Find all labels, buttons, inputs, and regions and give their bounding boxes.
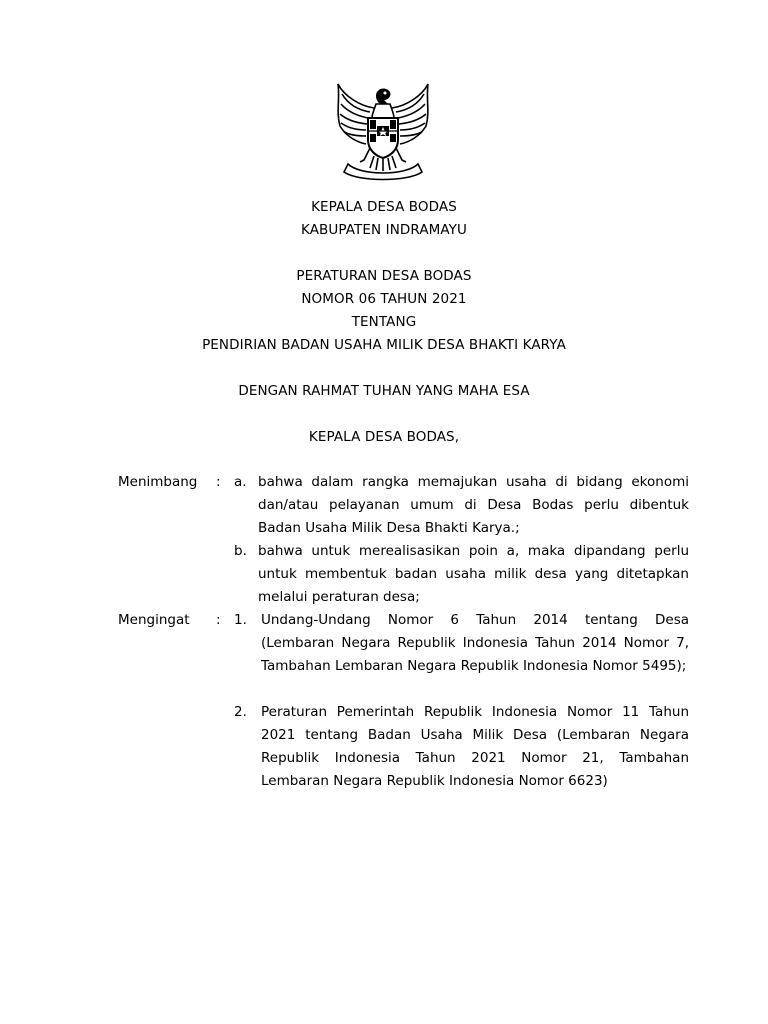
menimbang-colon: : [216,474,221,490]
title-line-3: TENTANG [351,314,417,330]
menimbang-label: Menimbang [118,474,198,490]
mengingat-colon: : [216,612,221,628]
authority-line: KEPALA DESA BODAS, [308,429,460,445]
blessing-line: DENGAN RAHMAT TUHAN YANG MAHA ESA [238,383,530,399]
title-line-2: NOMOR 06 TAHUN 2021 [301,291,467,307]
mengingat-section [0,609,768,819]
title-line-1: PERATURAN DESA BODAS [296,268,472,284]
mengingat-item-text-1: Undang-Undang Nomor 6 Tahun 2014 tentang Desa (Lembaran Negara Republik Indonesia Tahun 2014 Nomor 7, Tambahan Lembaran Negara Republik Indonesia Nomor 5495); [261,612,689,674]
mengingat-item-text-2: Peraturan Pemerintah Republik Indonesia Nomor 11 Tahun 2021 tentang Badan Usaha Milik Desa (Lembaran Negara Republik Indonesia Tahun 2021 Nomor 21, Tambahan Lembaran Negara Republik Indonesia Nomor 6623) [261,704,689,789]
menimbang-item-text-a: bahwa dalam rangka memajukan usaha di bidang ekonomi dan/atau pelayanan umum di Desa Bodas perlu dibentuk Badan Usaha Milik Desa Bhakti Karya.; [258,474,689,536]
menimbang-item-text-b: bahwa untuk merealisasikan poin a, maka dipandang perlu untuk membentuk badan usaha milik desa yang ditetapkan melalui peraturan desa; [258,543,689,605]
menimbang-item-marker-a: a. [234,474,247,490]
header-line-2: KABUPATEN INDRAMAYU [300,222,468,238]
menimbang-item-marker-b: b. [234,543,247,559]
title-line-4: PENDIRIAN BADAN USAHA MILIK DESA BHAKTI KARYA [202,337,566,353]
garuda-emblem-icon [330,78,436,182]
mengingat-label: Mengingat [118,612,190,628]
header-line-1: KEPALA DESA BODAS [311,199,457,215]
menimbang-section [0,471,768,611]
mengingat-item-marker-1: 1. [234,612,247,628]
mengingat-item-marker-2: 2. [234,704,247,720]
